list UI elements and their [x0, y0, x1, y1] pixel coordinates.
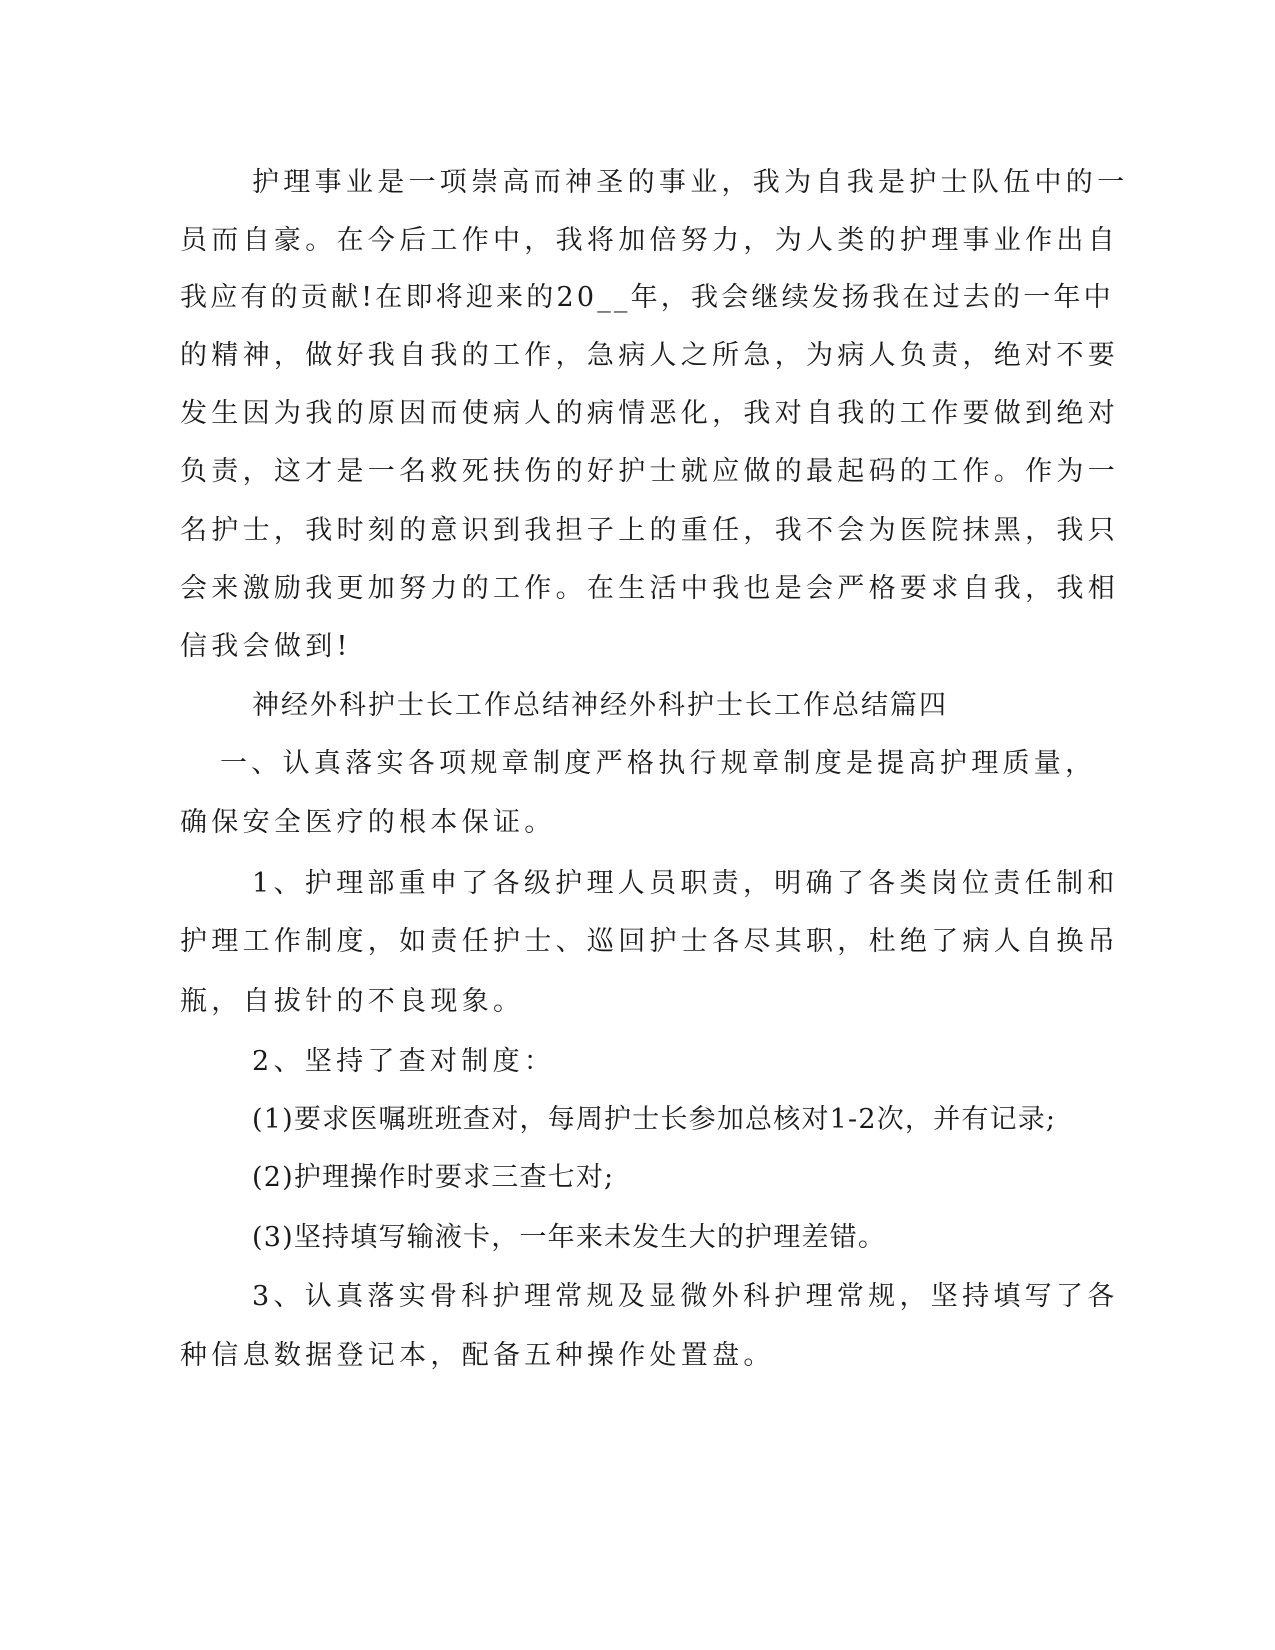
paragraph-line: 负责，这才是一名救死扶伤的好护士就应做的最起码的工作。作为一 — [180, 456, 1119, 487]
item-heading: 一、认真落实各项规章制度严格执行规章制度是提高护理质量， — [220, 748, 1097, 779]
item-line: 2、坚持了查对制度： — [252, 1046, 556, 1077]
section-title: 神经外科护士长工作总结神经外科护士长工作总结篇四 — [252, 690, 948, 721]
paragraph-line: 信我会做到! — [180, 631, 352, 662]
paragraph-line: 会来激励我更加努力的工作。在生活中我也是会严格要求自我，我相 — [180, 573, 1119, 604]
paragraph-line: 的精神，做好我自我的工作，急病人之所急，为病人负责，绝对不要 — [180, 340, 1119, 371]
paragraph-line: 我应有的贡献!在即将迎来的20__年，我会继续发扬我在过去的一年中 — [180, 282, 1114, 313]
item-line: 1、护理部重申了各级护理人员职责，明确了各类岗位责任制和 — [252, 868, 1119, 899]
paragraph-line: 名护士，我时刻的意识到我担子上的重任，我不会为医院抹黑，我只 — [180, 515, 1119, 546]
item-line: 种信息数据登记本，配备五种操作处置盘。 — [180, 1340, 775, 1371]
item-line: 瓶，自拔针的不良现象。 — [180, 986, 525, 1017]
sub-item: (2)护理操作时要求三查七对; — [252, 1162, 615, 1193]
item-line: 3、认真落实骨科护理常规及显微外科护理常规，坚持填写了各 — [252, 1281, 1119, 1312]
paragraph-line: 员而自豪。在今后工作中，我将加倍努力，为人类的护理事业作出自 — [180, 225, 1119, 256]
sub-item: (3)坚持填写输液卡，一年来未发生大的护理差错。 — [252, 1222, 887, 1253]
item-line: 护理工作制度，如责任护士、巡回护士各尽其职，杜绝了病人自换吊 — [180, 926, 1119, 957]
paragraph-line: 护理事业是一项崇高而神圣的事业，我为自我是护士队伍中的一 — [252, 167, 1129, 198]
item-heading-line: 确保安全医疗的根本保证。 — [180, 807, 556, 838]
paragraph-line: 发生因为我的原因而使病人的病情恶化，我对自我的工作要做到绝对 — [180, 398, 1119, 429]
sub-item: (1)要求医嘱班班查对，每周护士长参加总核对1-2次，并有记录; — [252, 1104, 1057, 1135]
